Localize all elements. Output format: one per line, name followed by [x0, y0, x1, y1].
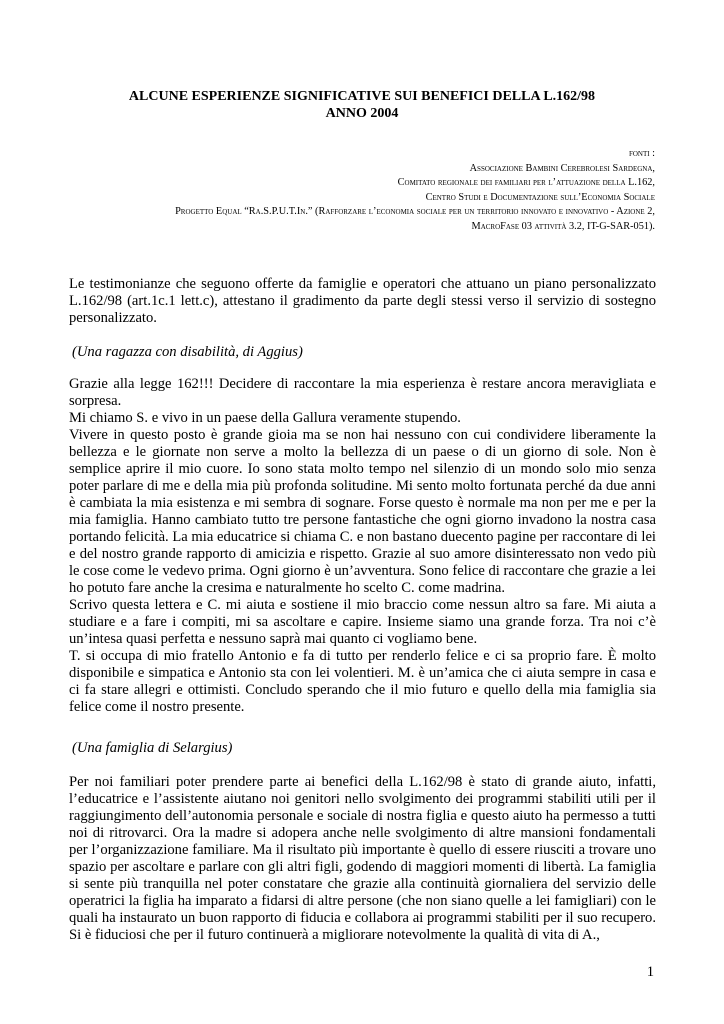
intro-paragraph — [69, 276, 656, 327]
page-number: 1 — [646, 964, 654, 980]
testimony-paragraph: Mi chiamo S. e vivo in un paese della Gallura veramente stupendo. — [69, 410, 461, 426]
testimony-paragraph: Scrivo questa lettera e C. mi aiuta e sostiene il mio braccio come nessun altro sa fare. Mi aiuta a studiare e a fare i compiti, mi sa ascoltare e capire. Insieme siamo una grande forza. Tra noi c’è un’intesa quasi perfetta e nessuno saprà mai quanto ci vogliamo bene. — [69, 597, 656, 647]
section-heading-aggius: (Una ragazza con disabilità, di Aggius) — [72, 344, 303, 360]
sources-label: fonti : — [628, 148, 655, 159]
document-title: ALCUNE ESPERIENZE SIGNIFICATIVE SUI BENEFICI DELLA L.162/98 — [128, 89, 596, 104]
testimony-paragraph: T. si occupa di mio fratello Antonio e fa di tutto per renderlo felice e ci sa proprio fare. È molto disponibile e simpatica e Antonio sta con lei volentieri. M. è un’amica che ci aiuta sempre in casa e ci fa stare allegri e ottimisti. Concludo sperando che il mio futuro e quello della mia famiglia sia felice come il nostro presente. — [69, 648, 656, 715]
testimony-paragraph: Grazie alla legge 162!!! Decidere di raccontare la mia esperienza è restare ancora meravigliata e sorpresa. — [69, 376, 656, 409]
testimony-paragraph: Per noi familiari poter prendere parte ai benefici della L.162/98 è stato di grande aiuto, infatti, l’educatrice e l’assistente aiutano noi genitori nello svolgimento dei programmi stabiliti utili per il raggiungimento dell’autonomia personale e sociale di nostra figlia e questo aiuto ha permesso a tutti noi di ritrovarci. Ora la madre si adopera anche nelle svolgimento di altre mansioni fondamentali per l’organizzazione familiare. Ma il risultato più importante è quello di essere riusciti a trovare uno spazio per ascoltare e parlare con gli altri figli, godendo di maggiori momenti di libertà. La famiglia si sente più tranquilla nel poter constatare che grazie alla continuità giornaliera del servizio delle operatrici la figlia ha imparato a fidarsi di altre persone (che non siano quelle a lei famigliari) con le quali ha instaurato un buon rapporto di fiducia e collabora ai programmi stabiliti per il suo recupero. Si è fiduciosi che per il futuro continuerà a migliorare notevolmente la qualità di vita di A., — [69, 774, 656, 943]
source-line: Centro Studi e Documentazione sull’Economia Sociale — [425, 191, 655, 203]
sources-block — [55, 147, 655, 235]
document-year: ANNO 2004 — [325, 106, 399, 121]
source-line: Associazione Bambini Cerebrolesi Sardegna, — [469, 162, 655, 174]
testimony-aggius — [69, 376, 656, 716]
source-line: Comitato regionale dei familiari per l’attuazione della L.162, — [397, 177, 655, 189]
source-line: MacroFase 03 attività 3.2, IT-G-SAR-051). — [471, 220, 655, 232]
testimony-selargius — [69, 774, 656, 944]
section-heading-selargius: (Una famiglia di Selargius) — [72, 740, 233, 756]
intro-text: Le testimonianze che seguono offerte da famiglie e operatori che attuano un piano personalizzato L.162/98 (art.1c.1 lett.c), attestano il gradimento da parte degli stessi verso il servizio di sostegno personalizzato. — [69, 276, 656, 326]
testimony-paragraph: Vivere in questo posto è grande gioia ma se non hai nessuno con cui condividere liberamente la bellezza e le giornate non serve a molto la bellezza di un paese o di un giorno di sole. Non è semplice aprire il mio cuore. Io sono stata molto tempo nel silenzio di un mondo solo mio senza poter parlare di me e della mia più profonda solitudine. Mi sento molto fortunata perché da due anni è cambiata la mia esistenza e mi sembra di sognare. Forse questo è normale ma non per me e per la mia famiglia. Hanno cambiato tutto tre persone fantastiche che ogni giorno invadono la nostra casa portando felicità. La mia educatrice si chiama C. e non bastano duecento pagine per raccontare di lei e del nostro grande rapporto di amicizia e rispetto. Grazie al suo amore disinteressato non vedo più le cose come le vedevo prima. Ogni giorno è un’avventura. Sono felice di raccontare che grazie a lei ho potuto fare anche la cresima e naturalmente ho scelto C. come madrina. — [69, 427, 656, 596]
source-line: Progetto Equal “Ra.S.P.U.T.In.” (Rafforzare l’economia sociale per un territorio innovato e innovativo - Azione 2, — [175, 206, 655, 218]
